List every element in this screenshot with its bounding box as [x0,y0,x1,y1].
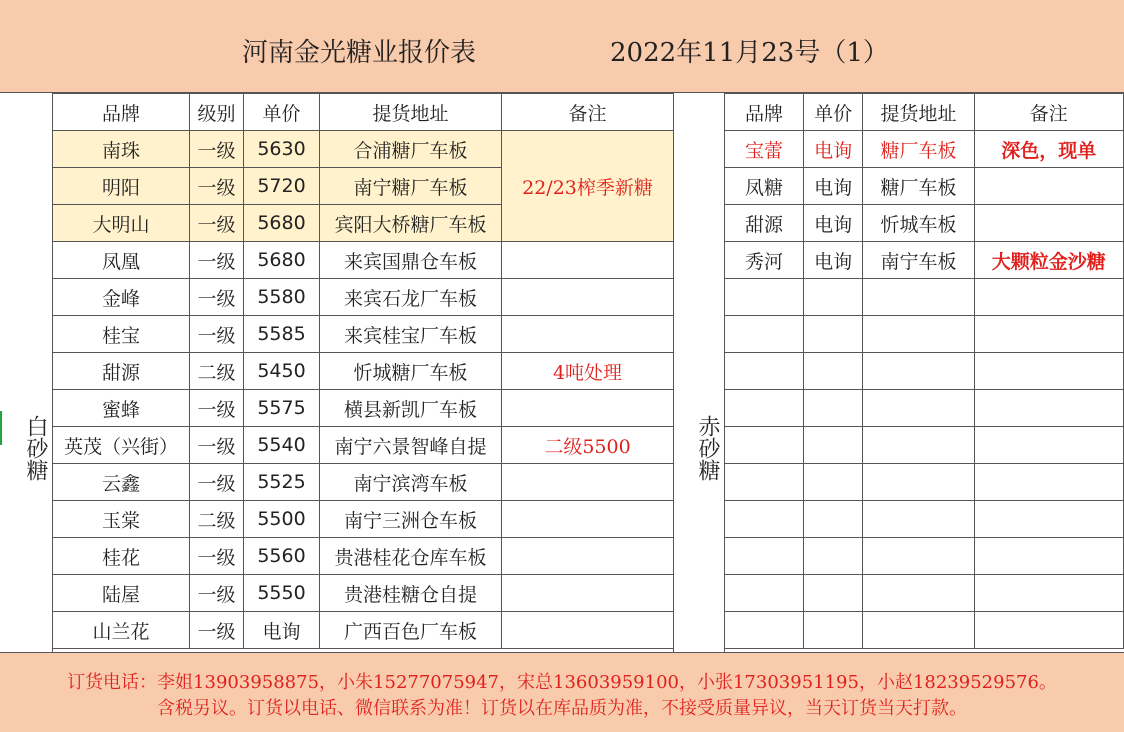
grade-cell: 一级 [190,316,244,353]
brand-cell [725,501,804,538]
price-cell [803,612,862,649]
table-row [725,131,1124,168]
note-cell [974,538,1123,575]
brand-cell [725,316,804,353]
white-sugar-table [52,93,674,649]
grade-cell: 一级 [190,279,244,316]
address-cell [863,575,974,612]
address-cell: 来宾国鼎仓车板 [320,242,502,279]
price-cell: 5450 [244,353,320,390]
column-header: 品牌 [53,94,190,131]
brand-cell: 金峰 [53,279,190,316]
table-row [725,427,1124,464]
column-header: 提货地址 [320,94,502,131]
price-cell: 5550 [244,575,320,612]
column-header: 品牌 [725,94,804,131]
table-row [53,612,674,649]
table-row [725,316,1124,353]
address-cell [863,390,974,427]
table-row [53,242,674,279]
note-cell [974,205,1123,242]
note-cell [502,538,674,575]
price-cell [803,353,862,390]
note-cell [974,168,1123,205]
grade-cell: 一级 [190,131,244,168]
table-row [725,242,1124,279]
price-cell [803,464,862,501]
grade-cell: 一级 [190,390,244,427]
note-cell [502,390,674,427]
table-row [53,464,674,501]
note-cell [974,464,1123,501]
address-cell [863,501,974,538]
table-row [725,353,1124,390]
note-cell [974,612,1123,649]
table-row [725,501,1124,538]
table-row [53,353,674,390]
address-cell: 横县新凯厂车板 [320,390,502,427]
grade-cell: 二级 [190,501,244,538]
brand-cell [725,538,804,575]
brown-sugar-table [724,93,1124,649]
column-header: 单价 [244,94,320,131]
grade-cell: 一级 [190,612,244,649]
table-row [725,464,1124,501]
table-row [53,131,674,168]
note-cell [502,464,674,501]
brand-cell: 陆屋 [53,575,190,612]
note-cell [974,353,1123,390]
price-cell [803,427,862,464]
note-cell [502,501,674,538]
table-header-row [53,94,674,131]
note-cell [502,575,674,612]
sheet-header [0,0,1124,93]
price-cell: 5500 [244,501,320,538]
order-terms: 含税另议。订货以电话、微信联系为准！订货以在库品质为准，不接受质量异议，当天订货当天打款。 [157,698,967,719]
brown-sugar-label: 赤砂糖 [695,415,720,481]
address-cell [863,353,974,390]
address-cell: 南宁糖厂车板 [320,168,502,205]
price-cell [803,538,862,575]
note-cell: 4吨处理 [502,353,674,390]
grade-cell: 二级 [190,353,244,390]
brand-cell: 甜源 [725,205,804,242]
brand-cell: 英茂（兴街） [53,427,190,464]
note-cell [974,501,1123,538]
address-cell: 广西百色厂车板 [320,612,502,649]
address-cell [863,538,974,575]
price-cell: 5525 [244,464,320,501]
brand-cell: 桂宝 [53,316,190,353]
brown-sugar-section [673,93,725,652]
address-cell [863,464,974,501]
price-cell: 5560 [244,538,320,575]
note-cell [502,316,674,353]
grade-cell: 一级 [190,427,244,464]
note-cell [502,242,674,279]
address-cell: 忻城糖厂车板 [320,353,502,390]
white-sugar-label: 白砂糖 [23,415,48,481]
address-cell: 南宁车板 [863,242,974,279]
grade-cell: 一级 [190,575,244,612]
brand-cell: 玉棠 [53,501,190,538]
address-cell: 糖厂车板 [863,131,974,168]
brand-cell: 明阳 [53,168,190,205]
brand-cell: 南珠 [53,131,190,168]
price-cell: 电询 [803,205,862,242]
address-cell: 贵港桂糖仓自提 [320,575,502,612]
price-cell [803,575,862,612]
brand-cell: 凤糖 [725,168,804,205]
table-row [53,501,674,538]
brand-cell: 大明山 [53,205,190,242]
price-cell [803,390,862,427]
note-cell-merged: 22/23榨季新糖 [502,131,674,242]
address-cell: 南宁滨湾车板 [320,464,502,501]
note-cell [502,612,674,649]
note-cell: 二级5500 [502,427,674,464]
brand-cell: 山兰花 [53,612,190,649]
address-cell [863,279,974,316]
grade-cell: 一级 [190,538,244,575]
price-cell: 5580 [244,279,320,316]
table-row [53,279,674,316]
note-cell: 大颗粒金沙糖 [974,242,1123,279]
price-cell: 电询 [803,131,862,168]
table-row [725,612,1124,649]
brand-cell [725,353,804,390]
brand-cell [725,390,804,427]
address-cell: 来宾石龙厂车板 [320,279,502,316]
table-header-row [725,94,1124,131]
column-header: 备注 [502,94,674,131]
grade-cell: 一级 [190,464,244,501]
note-cell [974,427,1123,464]
address-cell: 南宁三洲仓车板 [320,501,502,538]
brand-cell: 甜源 [53,353,190,390]
address-cell [863,427,974,464]
sheet-footer [0,652,1124,732]
note-cell [974,279,1123,316]
price-cell: 5540 [244,427,320,464]
table-row [725,575,1124,612]
address-cell [863,316,974,353]
price-cell: 电询 [803,168,862,205]
table-row [53,575,674,612]
brand-cell: 云鑫 [53,464,190,501]
quote-date: 2022年11月23号（1） [610,38,889,68]
brand-cell [725,279,804,316]
table-row [725,538,1124,575]
price-cell [803,316,862,353]
brand-cell [725,612,804,649]
table-row [53,427,674,464]
note-cell [974,316,1123,353]
price-cell [803,501,862,538]
grade-cell: 一级 [190,242,244,279]
brand-cell [725,464,804,501]
brand-cell [725,427,804,464]
brand-cell: 宝蕾 [725,131,804,168]
note-cell: 深色，现单 [974,131,1123,168]
order-contacts: 订货电话：李姐13903958875，小朱15277075947，宋总13603959100，小张17303951195，小赵18239529576。 [67,672,1057,693]
price-cell: 5585 [244,316,320,353]
address-cell: 糖厂车板 [863,168,974,205]
column-header: 级别 [190,94,244,131]
note-cell [502,279,674,316]
price-cell: 电询 [244,612,320,649]
table-row [53,390,674,427]
white-sugar-section [0,93,53,652]
table-row [53,316,674,353]
brand-cell: 凤凰 [53,242,190,279]
page-title: 河南金光糖业报价表 [242,38,477,68]
table-row [725,279,1124,316]
table-row [725,205,1124,242]
table-row [725,168,1124,205]
price-cell [803,279,862,316]
price-cell: 5575 [244,390,320,427]
column-header: 提货地址 [863,94,974,131]
note-cell [974,575,1123,612]
address-cell: 贵港桂花仓库车板 [320,538,502,575]
price-cell: 5680 [244,242,320,279]
address-cell: 南宁六景智峰自提 [320,427,502,464]
address-cell: 来宾桂宝厂车板 [320,316,502,353]
brand-cell: 蜜蜂 [53,390,190,427]
table-row [53,538,674,575]
address-cell: 合浦糖厂车板 [320,131,502,168]
price-cell: 5720 [244,168,320,205]
note-cell [974,390,1123,427]
column-header: 单价 [803,94,862,131]
brand-cell: 桂花 [53,538,190,575]
grade-cell: 一级 [190,168,244,205]
price-cell: 5680 [244,205,320,242]
price-cell: 5630 [244,131,320,168]
table-row [725,390,1124,427]
address-cell: 宾阳大桥糖厂车板 [320,205,502,242]
price-cell: 电询 [803,242,862,279]
address-cell: 忻城车板 [863,205,974,242]
brand-cell [725,575,804,612]
brand-cell: 秀河 [725,242,804,279]
address-cell [863,612,974,649]
grade-cell: 一级 [190,205,244,242]
column-header: 备注 [974,94,1123,131]
